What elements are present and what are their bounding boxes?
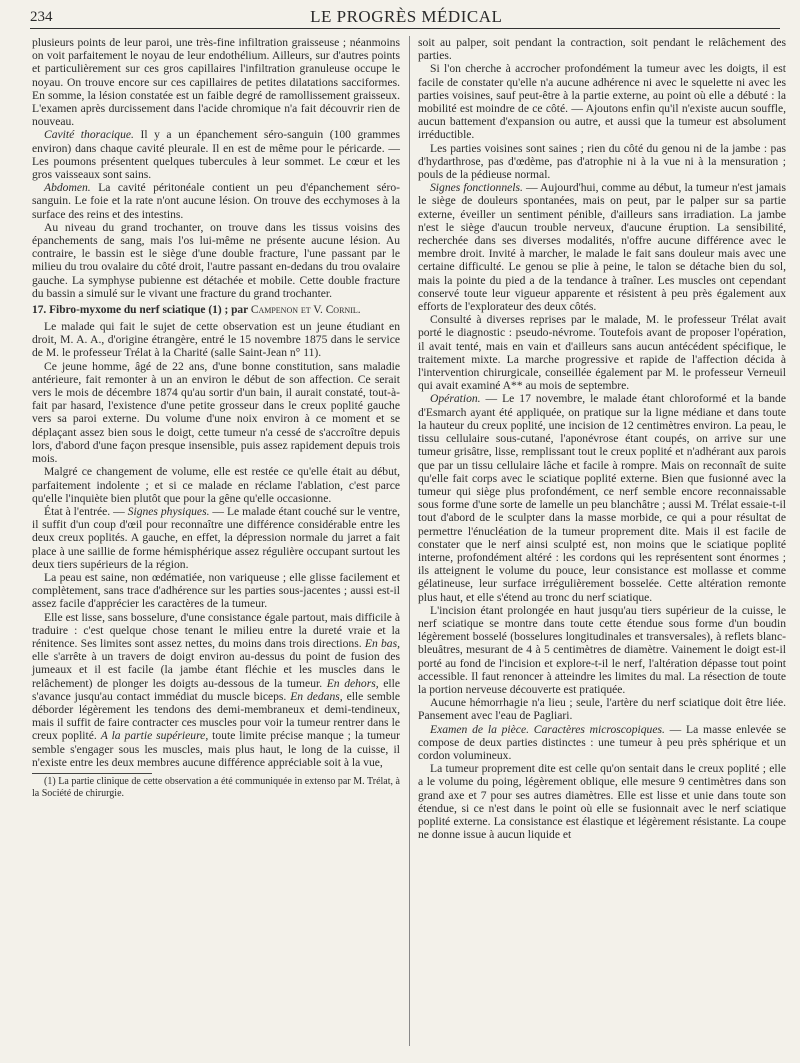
paragraph-text: État à l'entrée. — <box>44 504 125 518</box>
paragraph: Le malade qui fait le sujet de cette observation est un jeune étudiant en droit, M. A. A., d'origine étrangère, entré le 15 novembre 1875 dans le service de M. le professeur Trélat à la Charité (salle Saint-Jean n° 11). <box>32 320 400 360</box>
section-lead: En dehors, <box>326 676 379 690</box>
paragraph-text: elle s'avance jusqu'au contact immédiat du muscle biceps. <box>32 676 400 703</box>
paragraph <box>418 392 786 603</box>
paragraph <box>418 723 786 763</box>
paragraph: La peau est saine, non œdématiée, non variqueuse ; elle glisse facilement et complètement, sans trace d'adhérence sur les parties sous-jacentes ; aussi est-il assez facile d'apprécier les caractères de la tumeur. <box>32 570 400 611</box>
paragraph: Les parties voisines sont saines ; rien du côté du genou ni de la jambe : pas d'hydarthrose, pas d'œdème, pas d'atrophie ni à la vue ni à la mensuration ; pouls de la pédieuse normal. <box>418 141 786 182</box>
paragraph: L'incision étant prolongée en haut jusqu'au tiers supérieur de la cuisse, le nerf sciatique se montre dans toute cette étendue sous forme d'un boudin légèrement bosselé (bosselures longitudinales et transversales), à reflets blanc-bleuâtres, mesurant de 4 à 5 centimètres de diamètre. Vainement le doigt est-il porté au fond de l'incision et explore-t-il le nerf, l'altération dépasse tout point accessible. Il faut renoncer à atteindre les limites du mal. La résection de toute la portion nerveuse découverte est pratiquée. <box>418 603 786 696</box>
footnote: (1) La partie clinique de cette observation a été communiquée in extenso par M. Trélat, à la Société de chirurgie. <box>32 775 400 799</box>
paragraph: Malgré ce changement de volume, elle est restée ce qu'elle était au début, parfaitement indolente ; et si ce malade en réclame l'ablation, c'est parce qu'elle l'inquiète bien plutôt que pour la gêne qu'elle occasionne. <box>32 465 400 505</box>
column-divider <box>409 36 410 1046</box>
section-lead: Signes physiques. <box>127 504 210 518</box>
running-header <box>30 6 780 29</box>
paragraph: La tumeur proprement dite est celle qu'on sentait dans le creux poplité ; elle a le volume du poing, légèrement oblique, elle mesure 9 centimètres dans son grand axe et 7 pour ses autres diamètres. Elle est lisse et unie dans toute son étendue, si ce n'est dans le point où elle se fusionnait avec le nerf sciatique poplité externe. La consistance est élastique et légèrement résistante. La coupe ne donne issue à aucun liquide et <box>418 762 786 842</box>
section-lead: A la partie supérieure, <box>100 729 209 743</box>
paragraph: Consulté à diverses reprises par le malade, M. le professeur Trélat avait porté le diagnostic : pseudo-névrome. Toutefois avant de proposer l'opération, il avait tenté, mais en vain et d'ailleurs sans aucun antécédent spécifique, le traitement mixte. La marche progressive et rapide de l'affection décida à l'intervention chirurgicale, conseillée également par M. le professeur Verneuil qui avait examiné A** au mois de septembre. <box>418 313 786 393</box>
paragraph: Ce jeune homme, âgé de 22 ans, d'une bonne constitution, sans maladie antérieure, fait remonter à un an environ le début de son affection. Ce serait vers le mois de décembre 1874 qu'au sortir d'un bain, il aurait constaté, tout-à-fait par hasard, l'existence d'une petite grosseur dans le creux poplité gauche vers sa paroi externe. Du volume d'une noix environ à ce moment et se déplaçant assez bien sous le doigt, cette tumeur n'a cessé de s'accroître depuis lors, d'abord d'une façon presque insensible, puis assez rapidement depuis trois mois. <box>32 359 400 466</box>
paragraph: Si l'on cherche à accrocher profondément la tumeur avec les doigts, il est facile de constater qu'elle n'a aucune adhérence ni avec le squelette ni avec les parties voisines, sauf peut-être à la partie externe, au point où elle a débuté : la mobilité est moindre de ce côté. — Ajoutons enfin qu'il n'existe aucun souffle, aucun battement d'expansion ou autre, et aussi que la tumeur est absolument irréductible. <box>418 62 786 142</box>
paragraph: plusieurs points de leur paroi, une très-fine infiltration graisseuse ; néanmoins on voit parfaitement le noyau de leur endothélium. Ailleurs, sur d'autres points et particulièrement sur ces gros capillaires l'infiltration granuleuse occupe le noyau. On trouve encore sur ces capillaires de petites dilatations sacciformes. En somme, la lésion constatée est un faible degré de ramollissement graisseux. L'examen après durcissement dans l'acide chromique n'a fait découvrir rien de nouveau. <box>32 36 400 129</box>
paragraph: Au niveau du grand trochanter, on trouve dans les tissus voisins des épanchements de sang, mais l'os lui-même ne présente aucune lésion. Au contraire, le bassin est le siège d'une double fracture, l'une passant par le milieu du trou ovalaire du côté droit, l'autre passant en-dedans du trou ovalaire gauche. La symphyse pubienne est détachée et mobile. Cette double fracture du bassin a simulé sur le vivant une fracture du grand trochanter. <box>32 220 400 300</box>
paragraph-text: elle semble déborder légèrement les tendons des demi-membraneux et demi-tendineux, mais il suffit de faire contracter ces muscles pour voir la tumeur rentrer dans le creux poplité. <box>32 689 401 743</box>
paragraph: Aucune hémorrhagie n'a lieu ; seule, l'artère du nerf sciatique doit être liée. Pansement avec l'eau de Pagliari. <box>418 696 786 723</box>
article-authors: Campenon et V. Cornil. <box>250 304 361 317</box>
footnote-rule <box>32 773 152 774</box>
paragraph-text: La cavité péritonéale contient un peu d'épanchement séro-sanguin. Le foie et la rate n'ont aucune lésion. On trouve des ecchymoses à la surface des reins et des intestins. <box>32 181 400 221</box>
paragraph-text: — Le 17 novembre, le malade étant chloroformé et la bande d'Esmarch ayant été appliquée, on pratique sur la ligne médiane et dans toute la hauteur du creux poplité, une incision de 12 centimètres environ. La peau, le tissu cellulaire sous-cutané, l'aponévrose étant coupés, on arrive sur une tumeur grisâtre, lisse, remplissant tout le creux poplité et n'adhérant aux parois que par un tissu cellulaire lâche et facile à rompre. Mais on reconnaît de suite qu'elle fait corps avec le sciatique poplité externe. Bien que fusionné avec la tumeur qui siège plus profondément, ce nerf semble encore reconnaissable sous forme d'une sorte de lamelle un peu blanchâtre ; aussi M. Trélat essaie-t-il tout d'abord de le sculpter dans la masse morbide, ce qui a pour résultat de permettre l'énucléation de la tumeur proprement dite. Mais il est facile de constater que le nerf ainsi sculpté est, non moins que le sciatique poplité interne, profondément altéré : les cordons qui les représentent sont énormes ; ils atteignent le volume du pouce, leur consistance est mollasse et comme gélatineuse, leur surface irrégulièrement bosselée. Cette altération remonte plus haut, et elle s'étend au tronc du nerf sciatique. <box>418 392 786 604</box>
paragraph <box>32 505 400 571</box>
paragraph: soit au palper, soit pendant la contraction, soit pendant le relâchement des parties. <box>418 36 786 63</box>
section-lead: Abdomen. <box>44 181 91 195</box>
section-lead: Opération. <box>430 392 481 406</box>
left-column <box>32 36 400 800</box>
section-lead: Cavité thoracique. <box>44 128 134 142</box>
journal-title: LE PROGRÈS MÉDICAL <box>310 7 503 26</box>
page-number: 234 <box>30 8 53 25</box>
paragraph-text: elle s'arrête à un travers de doigt environ au-dessus du point de fusion des jumeaux et il est facile (la jambe étant fléchie et les muscles dans le relâchement) de plonger les doigts au-dessous de la tumeur. <box>32 650 400 690</box>
article-title: 17. Fibro-myxome du nerf sciatique (1) ; par <box>32 304 248 317</box>
paragraph-text: Elle est lisse, sans bosselure, d'une consistance égale partout, mais difficile à traduire : c'est quelque chose tenant le milieu entre la dureté vraie et la rénitence. Ses limites sont assez nettes, du moins dans trois directions. <box>32 610 400 650</box>
paragraph <box>32 181 400 221</box>
section-lead: En bas, <box>364 636 400 650</box>
paragraph <box>32 611 400 769</box>
paragraph-text: — La masse enlevée se compose de deux parties distinctes : une tumeur à peu près sphérique et un cordon volumineux. <box>418 722 786 762</box>
paragraph-text: toute limite précise manque ; la tumeur semble s'engager sous les muscles, mais plus haut, le long de la cuisse, il n'existe entre les deux membres aucune différence appréciable soit à la vue, <box>32 729 400 769</box>
section-lead: Examen de la pièce. Caractères microscopiques. <box>430 722 665 736</box>
article-heading <box>32 304 400 317</box>
paragraph-text: Il y a un épanchement séro-sanguin (100 grammes environ) dans chaque cavité pleurale. Il en est de même pour le péricarde. — Les poumons présentent quelques tubercules à leur sommet. Le cœur et les gros vaisseaux sont sains. <box>32 128 401 182</box>
section-lead: Signes fonctionnels. <box>430 181 523 195</box>
paragraph <box>32 128 400 181</box>
section-lead: En dedans, <box>290 689 343 703</box>
right-column <box>418 36 786 841</box>
paragraph <box>418 181 786 313</box>
paragraph-text: — Aujourd'hui, comme au début, la tumeur n'est jamais le siège de douleurs spontanées, mais on peut, par le palper sur sa partie externe, éveiller un sentiment pénible, d'ailleurs sans irradiation. La jambe n'est le siège d'aucun trouble nerveux, d'aucune éruption. La sensibilité, recherchée dans ses diverses modalités, n'offre aucune différence avec le membre droit. Invité à marcher, le malade le fait sans douleur mais avec une certaine difficulté. Le genou se plie à peine, le talon se détache bien du sol, mais la pointe du pied a de la tendance à traîner. Les muscles ont cependant conservé toute leur vigueur apparente et résistent à peu près également aux efforts de l'explorateur des deux côtés. <box>418 181 786 314</box>
paragraph-text: — Le malade étant couché sur le ventre, il suffit d'un coup d'œil pour reconnaître une différence considérable entre les deux creux poplités. A gauche, en effet, la dépression normale du jarret a fait place à une saillie de forme hémisphérique assez régulière occupant surtout les deux tiers supérieurs de la région. <box>32 504 400 571</box>
